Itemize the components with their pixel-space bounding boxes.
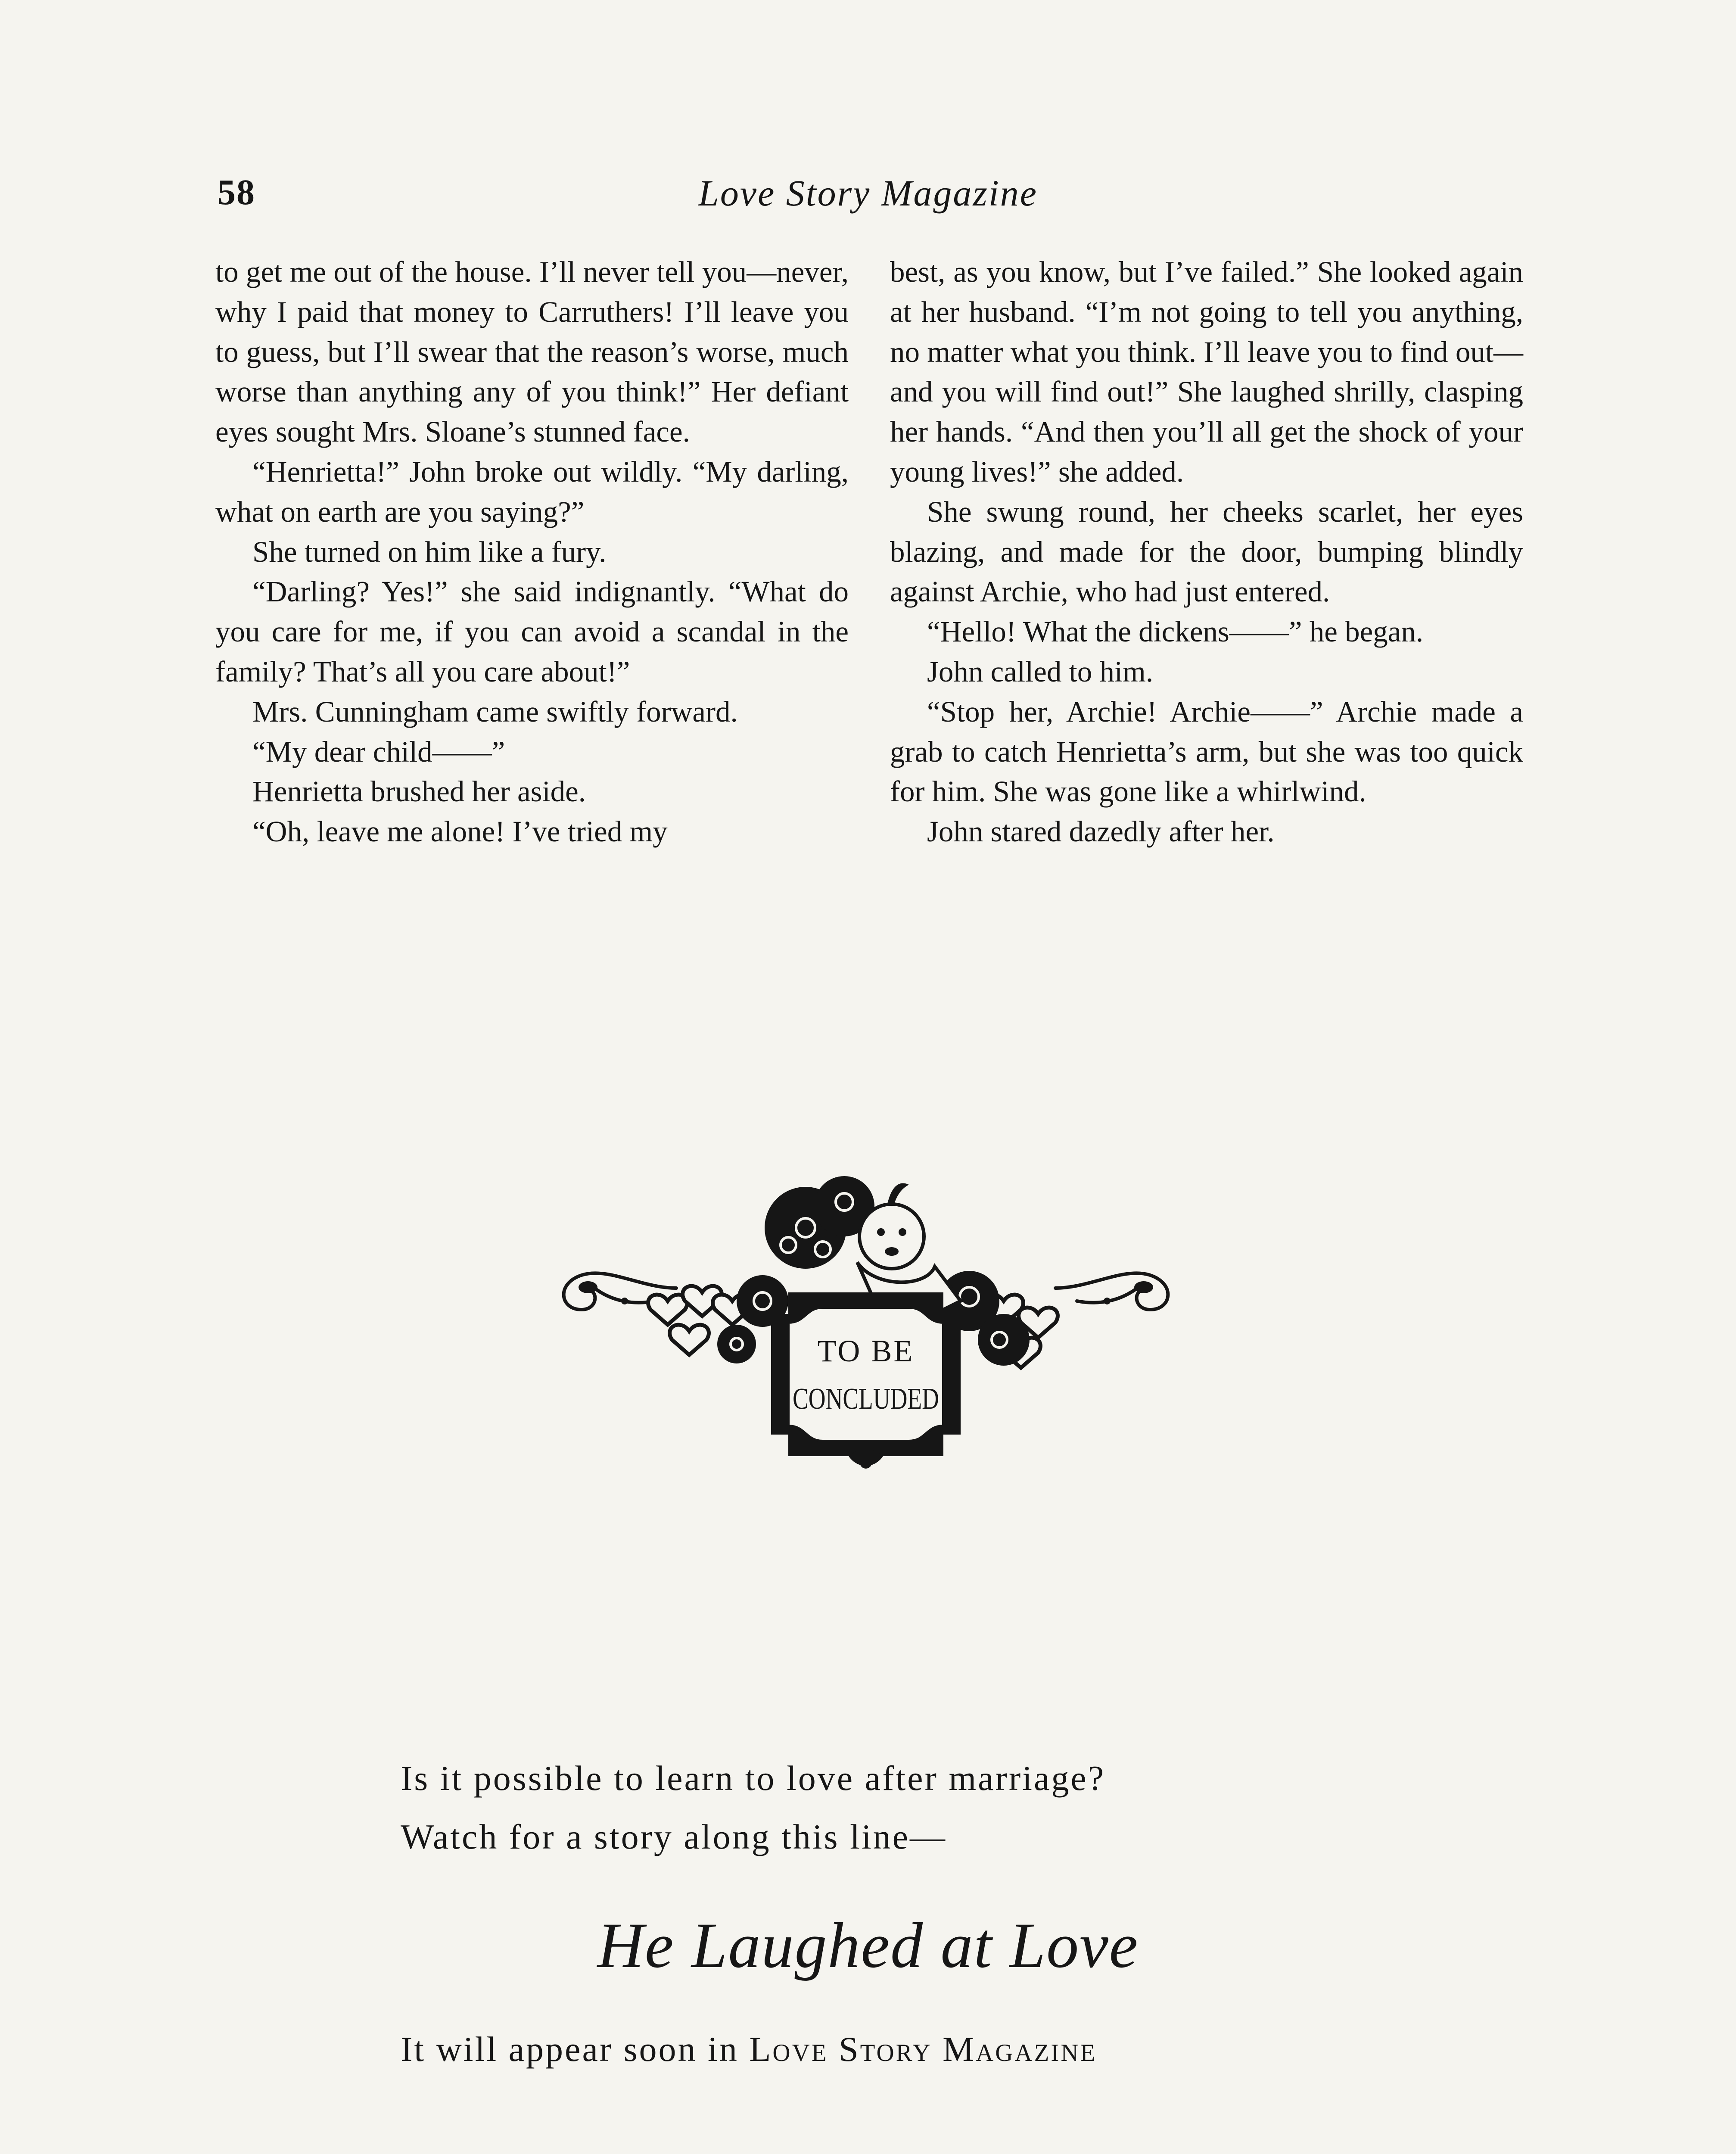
right-column <box>890 252 1523 852</box>
story-title: He Laughed at Love <box>597 1910 1139 1981</box>
teaser-line-2: Watch for a story along this line— <box>401 1817 947 1856</box>
paragraph: John called to him. <box>927 655 1154 688</box>
paragraph: best, as you know, but I’ve failed.” She looked again at her husband. “I’m not going to tell you anything, no matter what you think. I’ll leave you to find out—and you will find out!” She laughed shrilly, clasping her hands. “And then you’ll all get the shock of your young lives!” she added. <box>890 255 1523 488</box>
paragraph: “Hello! What the dickens——” he began. <box>927 615 1424 648</box>
page-number: 58 <box>218 172 255 212</box>
running-head: Love Story Magazine <box>698 172 1038 214</box>
paragraph: “Oh, leave me alone! I’ve tried my <box>252 815 668 848</box>
ornament-line-2: CONCLUDED <box>793 1382 939 1416</box>
left-column <box>215 252 849 852</box>
ornament-line-1: TO BE <box>817 1334 915 1368</box>
paragraph: Mrs. Cunningham came swiftly forward. <box>252 695 738 728</box>
magazine-name: Love Story Magazine <box>749 2029 1097 2069</box>
paragraph: to get me out of the house. I’ll never tell you—never, why I paid that money to Carruthers! I’ll leave you to guess, but I’ll swear that the reason’s worse, much worse than anything any of you think!” Her defiant eyes sought Mrs. Sloane’s stunned face. <box>215 255 849 448</box>
appear-prefix: It will appear soon in <box>401 2029 750 2069</box>
teaser-line-1: Is it possible to learn to love after marriage? <box>401 1759 1106 1798</box>
paragraph: Henrietta brushed her aside. <box>252 775 586 808</box>
paragraph: “Stop her, Archie! Archie——” Archie made a grab to catch Henrietta’s arm, but she was too quick for him. She was gone like a whirlwind. <box>890 695 1523 808</box>
paragraph: “Darling? Yes!” she said indignantly. “What do you care for me, if you can avoid a scandal in the family? That’s all you care about!” <box>215 575 849 688</box>
cupid-hearts-flowers-icon <box>547 1159 1185 1486</box>
paragraph: John stared dazedly after her. <box>927 815 1275 848</box>
paragraph: “Henrietta!” John broke out wildly. “My darling, what on earth are you saying?” <box>215 455 849 528</box>
paragraph: She turned on him like a fury. <box>252 535 607 568</box>
teaser <box>401 1749 1105 1866</box>
appear-line <box>401 2029 1097 2070</box>
paragraph: “My dear child——” <box>252 735 505 768</box>
paragraph: She swung round, her cheeks scarlet, her eyes blazing, and made for the door, bumping blindly against Archie, who had just entered. <box>890 495 1523 608</box>
